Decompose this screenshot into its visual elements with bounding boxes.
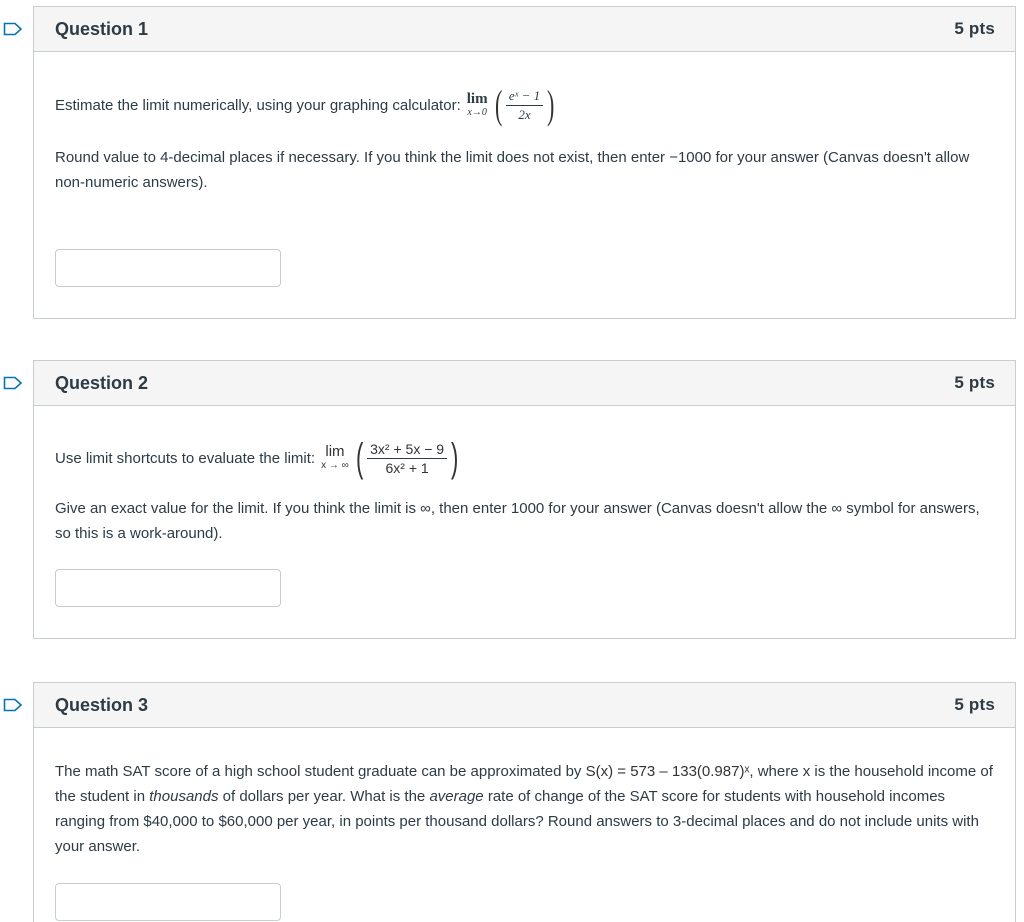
question-3-header — [34, 683, 1015, 728]
limit-expression: ( $\frac{\text{3x² + 5x − 9}}{\text{6x² + 1}}$ ) — [355, 436, 459, 480]
answer-input[interactable] — [55, 249, 281, 287]
question-prompt — [55, 82, 994, 128]
question-instructions: The math SAT score of a high school student graduate can be approximated by S(x) = 573 – 133(0.987)ˣ, where x is the household income of the student in thousands of dollars per year. What is the average rate of change of the SAT score for students with household incomes ranging from $40,000 to $60,000 per year, in points per thousand dollars? Round answers to 3-decimal places and do not include units with your answer. — [55, 763, 993, 855]
sat-formula: S(x) = 573 – 133(0.987)ˣ — [585, 763, 750, 780]
answer-input[interactable] — [55, 569, 281, 607]
flag-question-3-icon[interactable] — [3, 698, 23, 712]
question-2 — [33, 360, 1016, 639]
question-points: 5 pts — [954, 695, 995, 714]
question-points: 5 pts — [954, 19, 995, 38]
fraction-numerator: eˣ − 1 — [506, 87, 543, 106]
limit-operator: lim x→0 — [466, 91, 488, 118]
question-points: 5 pts — [954, 373, 995, 392]
fraction-denominator: 2x — [518, 106, 531, 122]
flag-question-1-icon[interactable] — [3, 22, 23, 36]
question-3 — [33, 682, 1016, 922]
limit-expression: ( $\frac{\text{eˣ − 1}}{2x}$ ) — [494, 82, 555, 127]
question-1-header — [34, 7, 1015, 52]
question-title: Question 2 — [55, 372, 149, 393]
question-2-header — [34, 361, 1015, 406]
question-instructions: Give an exact value for the limit. If you think the limit is ∞, then enter 1000 for your answer (Canvas doesn't allow the ∞ symbol for answers, so this is a work-around). — [55, 500, 980, 542]
question-title: Question 3 — [55, 694, 149, 715]
question-1 — [33, 6, 1016, 319]
answer-input[interactable] — [55, 883, 281, 921]
question-title: Question 1 — [55, 18, 149, 39]
question-instructions: Round value to 4-decimal places if necessary. If you think the limit does not exist, then enter −1000 for your answer (Canvas doesn't allow non-numeric answers). — [55, 149, 970, 191]
prompt-text: Estimate the limit numerically, using your graphing calculator: — [55, 96, 461, 114]
limit-operator: lim x → ∞ — [321, 443, 349, 471]
fraction-denominator: 6x² + 1 — [385, 459, 429, 476]
fraction-numerator: 3x² + 5x − 9 — [367, 440, 447, 459]
question-prompt — [55, 435, 994, 481]
prompt-text: Use limit shortcuts to evaluate the limit: — [55, 449, 316, 467]
flag-question-2-icon[interactable] — [3, 376, 23, 390]
